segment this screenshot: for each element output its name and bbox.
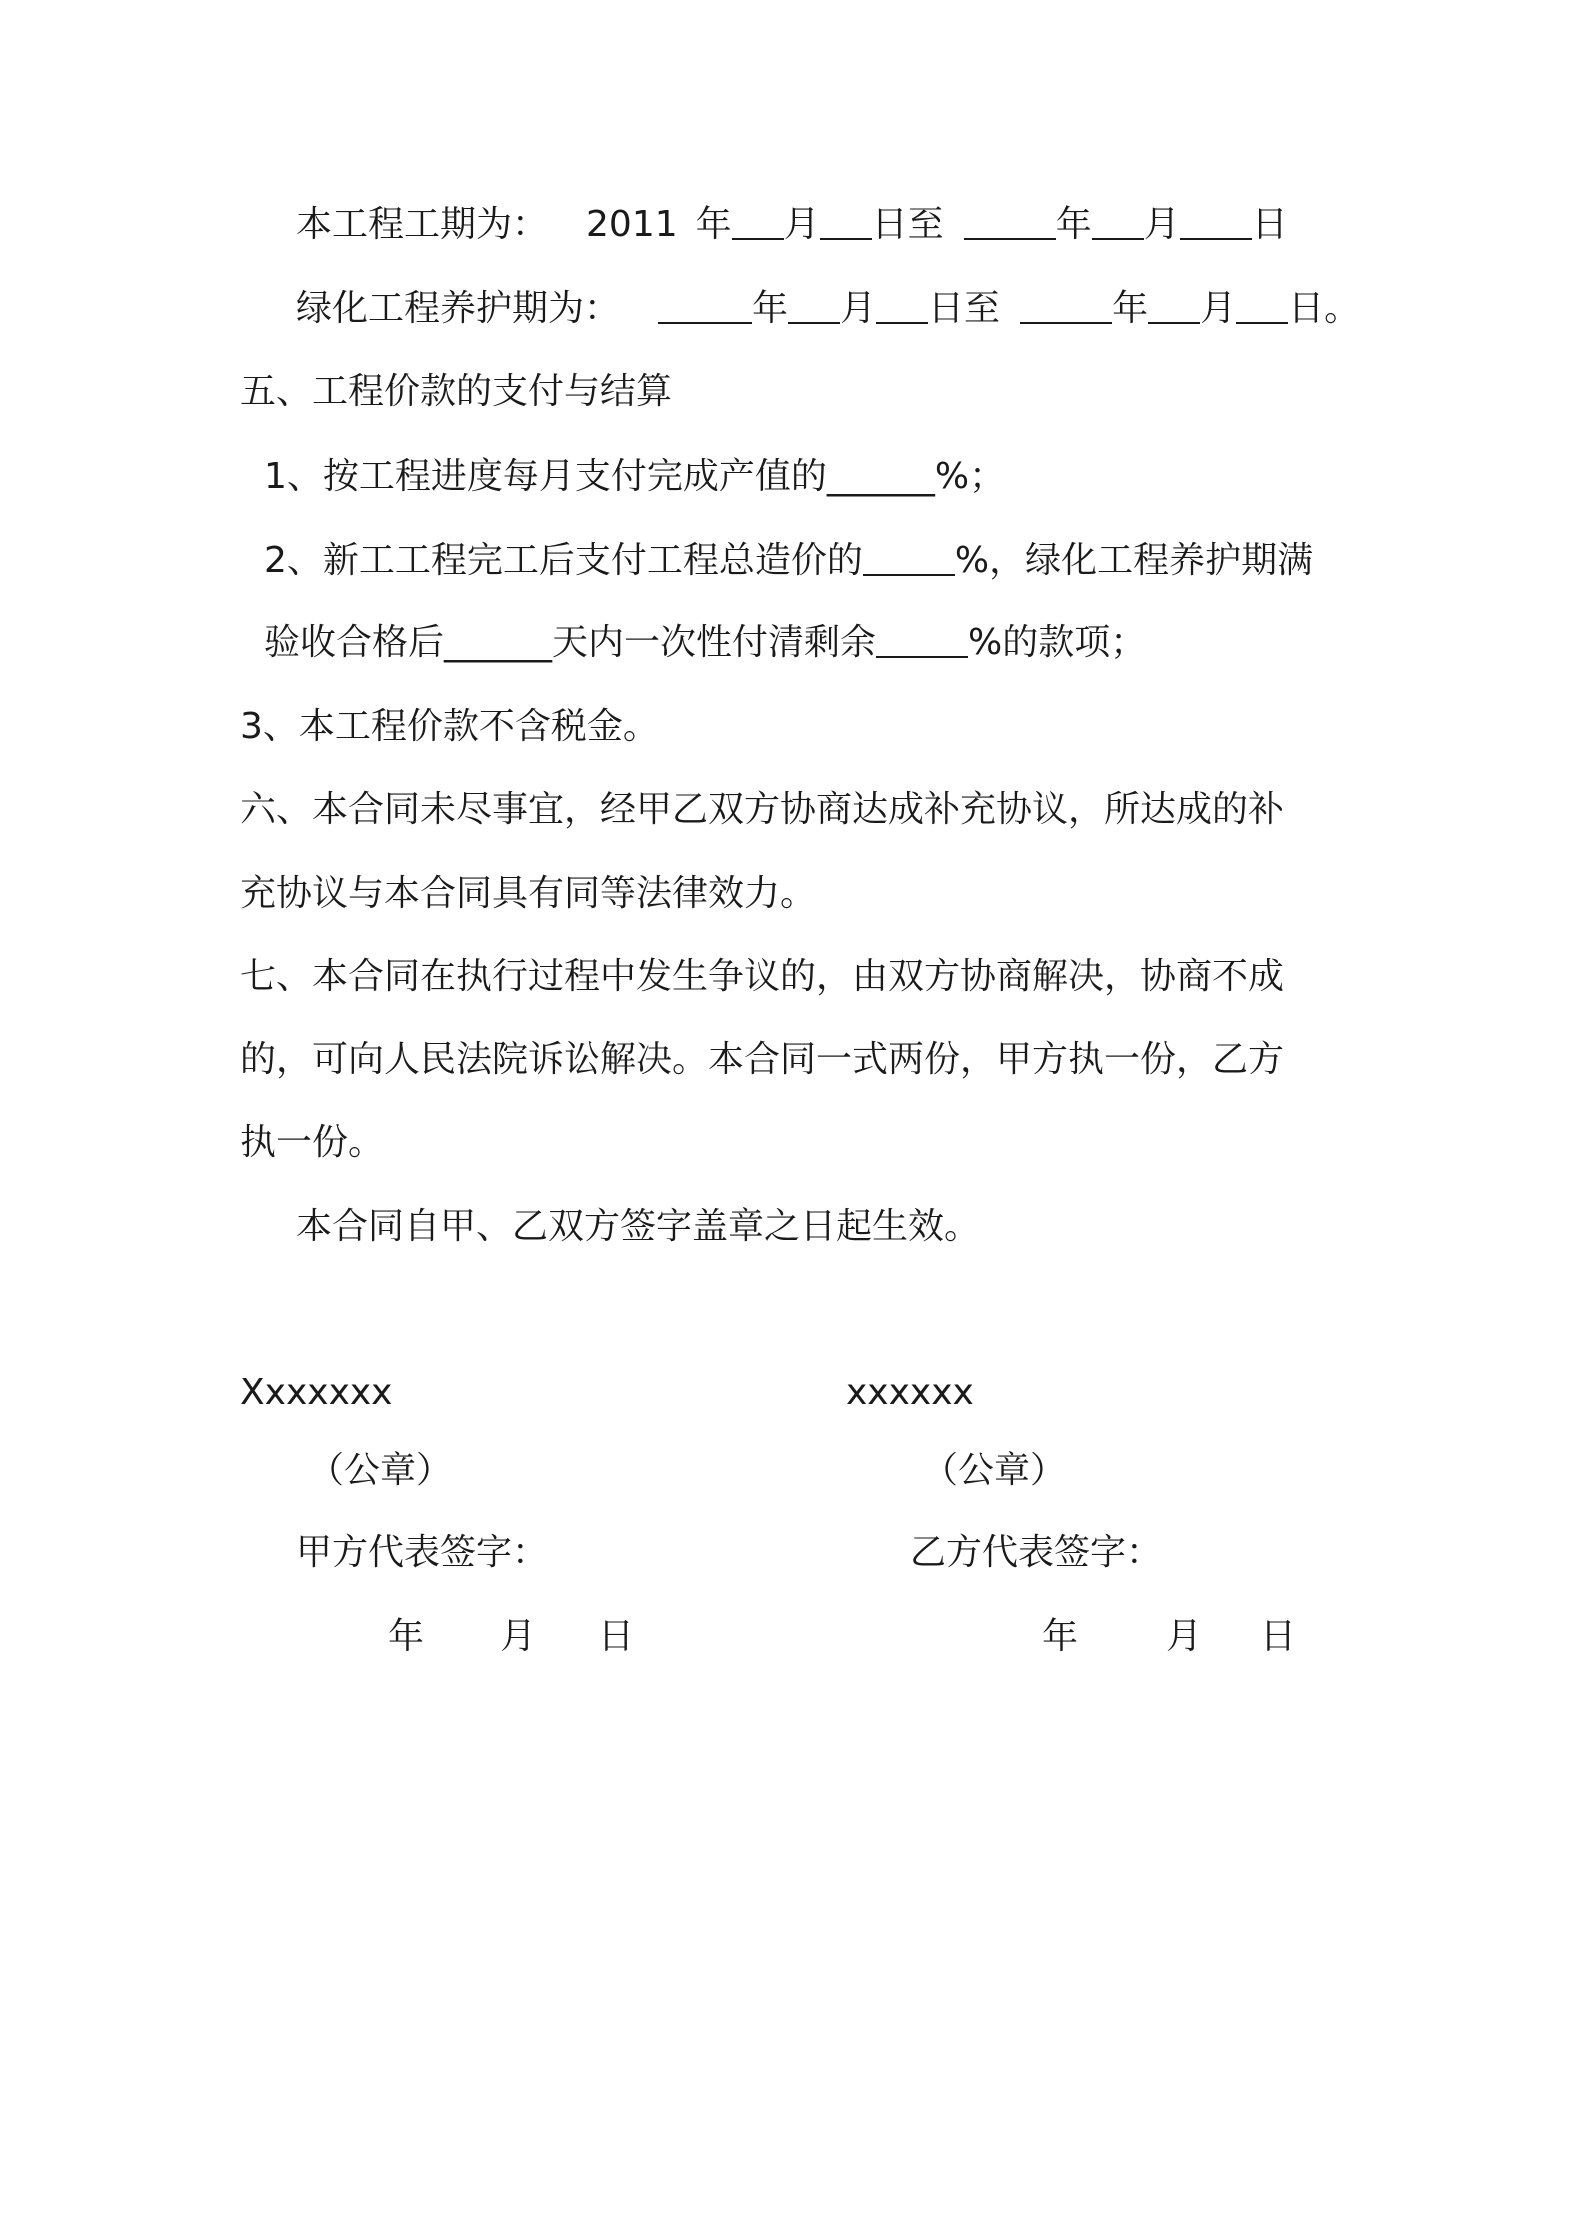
party-a-date [388,1612,634,1662]
item1-suffix: %； [934,456,1006,497]
day-text: 日 [1251,204,1288,245]
blank-line [1236,292,1288,324]
start-year-value: 2011 [586,204,678,245]
blank-line [732,208,784,240]
section6-line2: 充协议与本合同具有同等法律效力。 [240,873,817,914]
party-a-year: 年 [388,1616,425,1657]
item1-blank: ______ [826,456,935,497]
blank-line [1092,208,1144,240]
year-text: 年 [695,204,732,245]
blank-line [1020,292,1112,324]
day-end-text: 日。 [1288,288,1361,329]
party-b-date [1042,1612,1296,1662]
party-b-rep-signature-label: 乙方代表签字： [910,1532,1163,1573]
section5-item2-line1 [264,536,1313,586]
party-a-day: 日 [598,1616,635,1657]
item2-mid: %，绿化工程养护期满 [954,540,1314,581]
blank-line [876,626,968,658]
blank-line [1148,292,1200,324]
party-a-seal: （公章） [308,1450,453,1491]
effective-clause: 本合同自甲、乙双方签字盖章之日起生效。 [296,1206,981,1247]
blank-line [1180,208,1252,240]
party-b-seal: （公章） [922,1450,1067,1491]
item2-line2-suffix: %的款项； [968,622,1147,663]
section7-line1: 七、本合同在执行过程中发生争议的，由双方协商解决，协商不成 [240,956,1285,997]
section7-line3: 执一份。 [240,1122,385,1163]
section6-line1: 六、本合同未尽事宜，经甲乙双方协商达成补充协议，所达成的补 [240,789,1285,830]
year-text: 年 [1112,288,1149,329]
blank-line [788,292,840,324]
day-to-text: 日至 [871,204,944,245]
party-b-name: xxxxxx [846,1372,974,1413]
blank-line [876,292,928,324]
month-text: 月 [1200,288,1237,329]
duration-line [296,200,1288,250]
item2-prefix: 2、新工工程完工后支付工程总造价的 [264,540,863,581]
month-text: 月 [1143,204,1180,245]
section7-line2: 的，可向人民法院诉讼解决。本合同一式两份，甲方执一份，乙方 [240,1039,1285,1080]
party-b-month: 月 [1166,1616,1203,1657]
month-text: 月 [840,288,877,329]
party-a-name: Xxxxxxx [240,1372,393,1413]
blank-line [964,208,1056,240]
blank-line [863,544,955,576]
maintenance-label: 绿化工程养护期为： [296,288,621,329]
party-a-rep-signature-label: 甲方代表签字： [296,1532,549,1573]
item2-line2-mid: 天内一次性付清剩余 [552,622,877,663]
section5-heading: 五、工程价款的支付与结算 [240,371,673,412]
day-to-text: 日至 [928,288,1001,329]
item2-line2-prefix: 验收合格后 [264,622,445,663]
maintenance-line [296,284,1360,334]
section5-item2-line2 [264,618,1146,668]
party-b-day: 日 [1260,1616,1297,1657]
section5-item1 [264,452,1005,502]
duration-label: 本工程工期为： [296,204,549,245]
party-b-year: 年 [1042,1616,1079,1657]
month-text: 月 [783,204,820,245]
year-text: 年 [752,288,789,329]
party-a-month: 月 [500,1616,537,1657]
item1-prefix: 1、按工程进度每月支付完成产值的 [264,456,827,497]
blank-line [658,292,752,324]
blank-line [820,208,872,240]
item2-blank: ______ [444,622,553,663]
year-text: 年 [1055,204,1092,245]
section5-item3: 3、本工程价款不含税金。 [240,706,659,747]
